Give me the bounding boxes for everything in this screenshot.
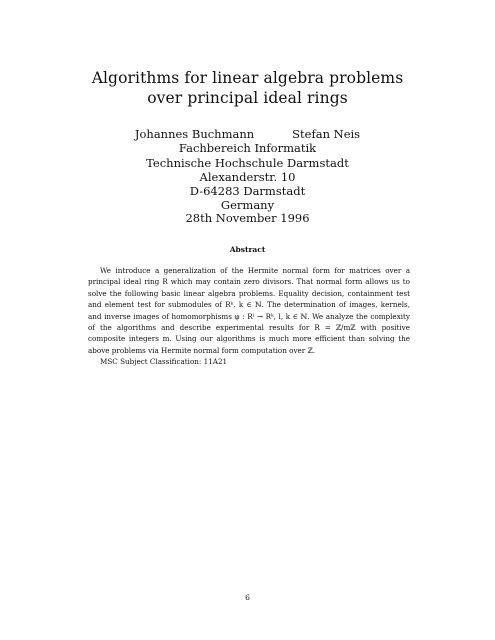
msc-classification: MSC Subject Classification: 11A21	[100, 357, 228, 367]
author-street: Alexanderstr. 10	[199, 169, 296, 184]
author-names	[0, 127, 495, 141]
paper-date: 28th November 1996	[185, 211, 310, 225]
author-postal-city: D-64283 Darmstadt	[189, 184, 306, 199]
abstract-section	[88, 265, 410, 368]
author-name-2: Stefan Neis	[292, 127, 361, 141]
abstract-heading: Abstract	[229, 245, 266, 254]
title-line-2: over principal ideal rings	[147, 89, 348, 107]
author-country: Germany	[220, 198, 275, 213]
author-department: Fachbereich Informatik	[178, 141, 317, 156]
abstract-body: We introduce a generalization of the Hermite normal form for matrices over a principal ideal ring R which may contain zero divisors. That normal form allows us to solve the following basic linear algebra problems. Equality decision, containment test and element test for submodules of Rᵏ, k ∈ ℕ. The determination of images, kernels, and inverse images of homomorphisms φ : Rˡ → Rᵏ, l, k ∈ ℕ. We analyze the complexity of the algorithms and describe experimental results for R = ℤ/mℤ with positive composite integers m. Using our algorithms is much more efficient than solving the above problems via Hermite normal form computation over ℤ.	[88, 266, 410, 355]
paper-title	[0, 68, 495, 108]
page-number: 6	[245, 593, 250, 602]
title-line-1: Algorithms for linear algebra problems	[91, 69, 404, 87]
author-block	[0, 127, 495, 213]
author-institution: Technische Hochschule Darmstadt	[146, 155, 349, 170]
author-name-1: Johannes Buchmann	[134, 127, 255, 141]
